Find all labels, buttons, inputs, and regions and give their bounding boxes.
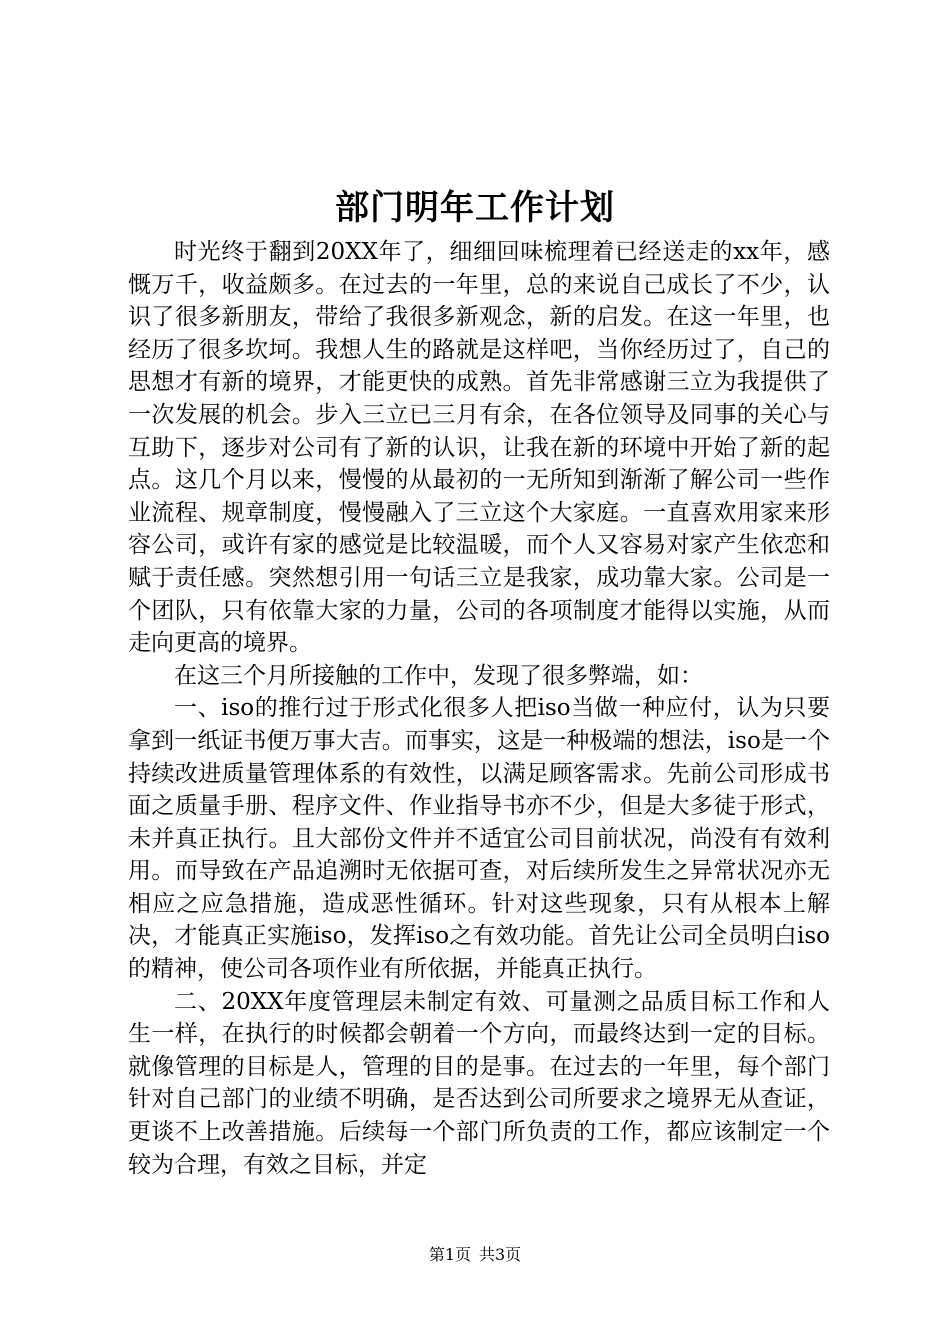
page-footer	[0, 1243, 950, 1267]
paragraph-intro: 时光终于翻到20XX年了，细细回味梳理着已经送走的xx年，感慨万千，收益颇多。在过去的一年里，总的来说自己成长了不少，认识了很多新朋友，带给了我很多新观念，新的启发。在这一年里，也经历了很多坎坷。我想人生的路就是这样吧，当你经历过了，自己的思想才有新的境界，才能更快的成熟。首先非常感谢三立为我提供了一次发展的机会。步入三立已三月有余，在各位领导及同事的关心与互助下，逐步对公司有了新的认识，让我在新的环境中开始了新的起点。这几个月以来，慢慢的从最初的一无所知到渐渐了解公司一些作业流程、规章制度，慢慢融入了三立这个大家庭。一直喜欢用家来形容公司，或许有家的感觉是比较温暖，而个人又容易对家产生依恋和赋于责任感。突然想引用一句话三立是我家，成功靠大家。公司是一个团队，只有依靠大家的力量，公司的各项制度才能得以实施，从而走向更高的境界。	[128, 239, 830, 657]
document-title: 部门明年工作计划	[335, 188, 615, 228]
page-number: 第1页	[428, 1245, 471, 1264]
paragraph-issues-intro: 在这三个月所接触的工作中，发现了很多弊端，如：	[174, 662, 703, 689]
paragraph-issue-quality-goals: 二、20XX年度管理层未制定有效、可量测之品质目标工作和人生一样，在执行的时候都会朝着一个方向，而最终达到一定的目标。就像管理的目标是人，管理的目的是事。在过去的一年里，每个部门针对自己部门的业绩不明确，是否达到公司所要求之境界无从查证，更谈不上改善措施。后续每一个部门所负责的工作，都应该制定一个较为合理，有效之目标，并定	[128, 988, 830, 1178]
page-total: 共3页	[479, 1245, 522, 1264]
document-body	[128, 236, 830, 1181]
paragraph-issue-iso: 一、iso的推行过于形式化很多人把iso当做一种应付，认为只要拿到一纸证书便万事大吉。而事实，这是一种极端的想法，iso是一个持续改进质量管理体系的有效性，以满足顾客需求。先前公司形成书面之质量手册、程序文件、作业指导书亦不少，但是大多徒于形式，未并真正执行。且大部份文件并不适宜公司目前状况，尚没有有效利用。而导致在产品追溯时无依据可查，对后续所发生之异常状况亦无相应之应急措施，造成恶性循环。针对这些现象，只有从根本上解决，才能真正实施iso，发挥iso之有效功能。首先让公司全员明白iso的精神，使公司各项作业有所依据，并能真正执行。	[128, 695, 830, 983]
